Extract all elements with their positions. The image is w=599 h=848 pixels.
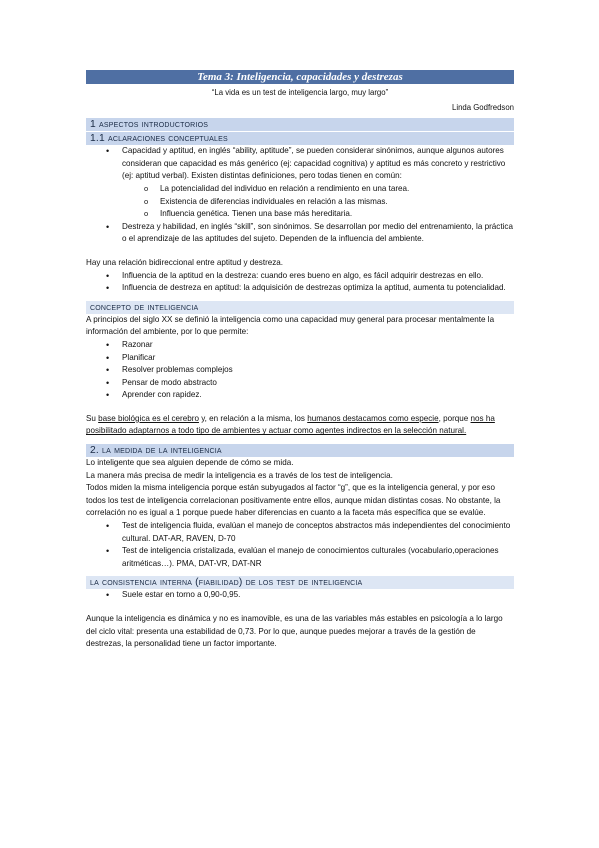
list-item: • Pensar de modo abstracto <box>122 377 514 390</box>
section-heading-2: 2. la medida de la inteligencia <box>86 444 514 457</box>
list-item: • Test de inteligencia fluida, evalúan el manejo de conceptos abstractos más independientes del conocimiento cultural. DAT-AR, RAVEN, D-70 <box>122 520 514 545</box>
section-heading-1-1: 1.1 aclaraciones conceptuales <box>86 132 514 145</box>
list-item: o Influencia genética. Tienen una base más hereditaria. <box>160 208 514 221</box>
list-item: • Suele estar en torno a 0,90-0,95. <box>122 589 514 602</box>
skill-list <box>86 221 514 246</box>
list-item: • Aprender con rapidez. <box>122 389 514 402</box>
relation-intro: Hay una relación bidireccional entre aptitud y destreza. <box>86 257 284 267</box>
list-item: o Existencia de diferencias individuales en relación a las mismas. <box>160 196 514 209</box>
section-heading-consistency: la consistencia interna (fiabilidad) de los test de inteligencia <box>86 576 514 589</box>
permite-list <box>86 339 514 402</box>
relation-list <box>86 270 514 295</box>
list-item: • Influencia de la aptitud en la destreza: cuando eres bueno en algo, es fácil adquirir destrezas en ello. <box>122 270 514 283</box>
epigraph-author: Linda Godfredson <box>452 102 514 112</box>
common-traits-list <box>86 183 514 221</box>
list-item: • Resolver problemas complejos <box>122 364 514 377</box>
tests-list <box>86 520 514 570</box>
consistency-list <box>86 589 514 602</box>
measure-line-2: La manera más precisa de medir la inteligencia es a través de los test de inteligencia. <box>86 470 393 480</box>
document-title: Tema 3: Inteligencia, capacidades y destrezas <box>86 70 514 84</box>
list-item: • Razonar <box>122 339 514 352</box>
list-item: • Destreza y habilidad, en inglés “skill”, son sinónimos. Se desarrollan por medio del entrenamiento, la práctica o el aprendizaje de las aptitudes del sujeto. Dependen de la influencia del ambiente. <box>122 221 514 246</box>
biological-base-paragraph: Su base biológica es el cerebro y, en relación a la misma, los humanos destacamos como especie, porque nos ha posibilitado adaptarnos a todo tipo de ambientes y actuar como agentes indirectos en la selección natural. <box>86 413 495 436</box>
list-item: • Influencia de destreza en aptitud: la adquisición de destrezas optimiza la aptitud, aumenta tu potencialidad. <box>122 282 514 295</box>
list-item: • Test de inteligencia cristalizada, evalúan el manejo de conocimientos culturales (vocabulario,operaciones aritméticas…). PMA, DAT-VR, DAT-NR <box>122 545 514 570</box>
list-item: • Capacidad y aptitud, en inglés “ability, aptitude”, se pueden considerar sinónimos, aunque algunos autores consideran que capacidad es más genérico (ej: capacidad cognitiva) y aptitud es más concreto y restrictivo (ej: aptitud verbal). Existen distintas definiciones, pero todas tienen en común: <box>122 145 514 183</box>
measure-line-1: Lo inteligente que sea alguien depende de cómo se mida. <box>86 458 294 468</box>
concepts-list <box>86 145 514 183</box>
list-item: o La potencialidad del individuo en relación a rendimiento en una tarea. <box>160 183 514 196</box>
final-paragraph: Aunque la inteligencia es dinámica y no es inamovible, es una de las variables más estables en psicología a lo largo del ciclo vital: presenta una estabilidad de 0,73. Por lo que, aunque puedes mejorar a través de la gestión de destrezas, la personalidad tiene un factor importante. <box>86 614 503 649</box>
epigraph-quote: “La vida es un test de inteligencia largo, muy largo” <box>211 88 389 97</box>
list-item: • Planificar <box>122 352 514 365</box>
section-heading-1: 1 aspectos introductorios <box>86 118 514 131</box>
section-heading-concepto: concepto de inteligencia <box>86 301 514 314</box>
document-page <box>86 70 514 651</box>
measure-paragraph: Todos miden la misma inteligencia porque están subyugados al factor “g”, que es la inteligencia general, y por eso todos los test de inteligencia correlacionan positivamente entre ellos, aunque midan distintas cosas. No obstante, la correlación no es igual a 1 porque puede haber diferencias en cuanto a la faceta más específica que se evalúe. <box>86 483 501 518</box>
concepto-paragraph: A principios del siglo XX se definió la inteligencia como una capacidad muy general para procesar mentalmente la información del ambiente, por lo que permite: <box>86 314 495 337</box>
